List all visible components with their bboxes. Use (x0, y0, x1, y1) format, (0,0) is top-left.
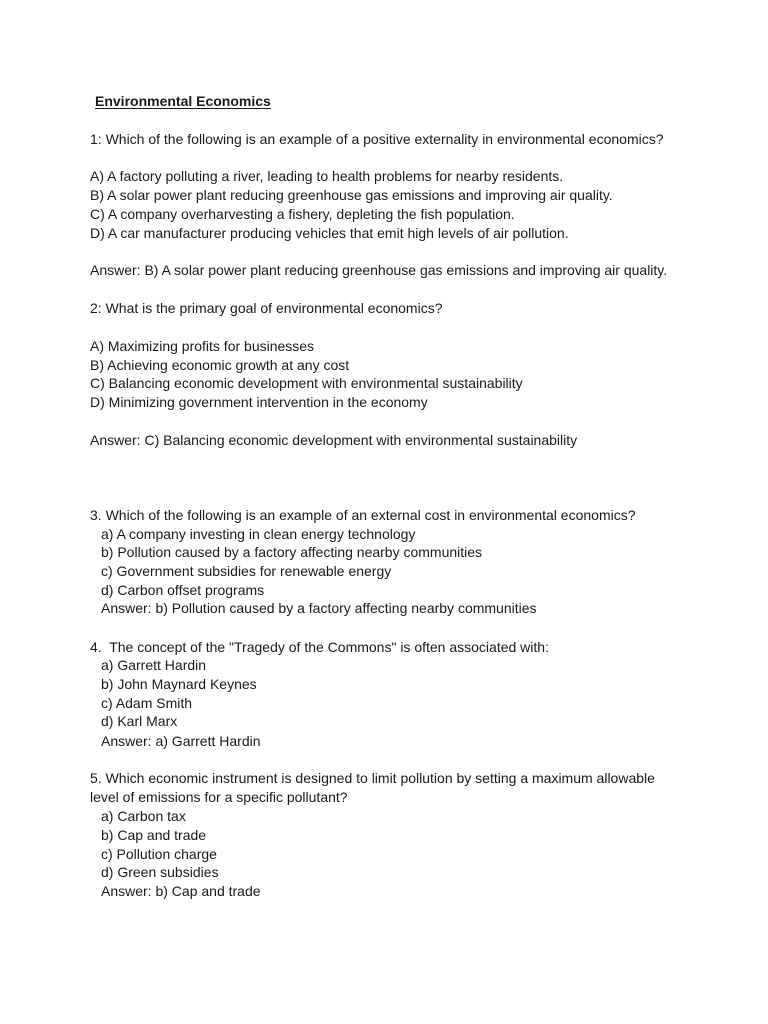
question-5-text-line-2: level of emissions for a specific pollutant? (90, 789, 348, 805)
question-5-option-b: b) Cap and trade (101, 827, 207, 843)
question-3-option-c: c) Government subsidies for renewable energy (101, 563, 392, 579)
question-5-answer: Answer: b) Cap and trade (101, 883, 261, 899)
question-2-text: 2: What is the primary goal of environmental economics? (90, 300, 443, 316)
question-4-option-c: c) Adam Smith (101, 695, 193, 711)
question-2-option-c: C) Balancing economic development with environmental sustainability (90, 375, 523, 391)
question-2-option-b: B) Achieving economic growth at any cost (90, 357, 350, 373)
question-3-text: 3. Which of the following is an example of an external cost in environmental economics? (90, 507, 636, 523)
question-1-text: 1: Which of the following is an example of a positive externality in environmental economics? (90, 131, 664, 147)
question-3-answer: Answer: b) Pollution caused by a factory affecting nearby communities (101, 600, 537, 616)
question-5-option-c: c) Pollution charge (101, 846, 217, 862)
question-3-option-a: a) A company investing in clean energy technology (101, 526, 416, 542)
question-2-option-d: D) Minimizing government intervention in the economy (90, 394, 428, 410)
question-5-text-line-1: 5. Which economic instrument is designed to limit pollution by setting a maximum allowable (90, 770, 655, 786)
question-1-option-c: C) A company overharvesting a fishery, depleting the fish population. (90, 206, 515, 222)
question-4-option-d: d) Karl Marx (101, 713, 178, 729)
question-4-answer: Answer: a) Garrett Hardin (101, 733, 261, 749)
question-3-option-d: d) Carbon offset programs (101, 582, 265, 598)
question-4-option-a: a) Garrett Hardin (101, 657, 207, 673)
question-4-text: 4. The concept of the "Tragedy of the Commons" is often associated with: (90, 639, 549, 655)
question-2-answer: Answer: C) Balancing economic development with environmental sustainability (90, 432, 578, 448)
question-3-option-b: b) Pollution caused by a factory affecting nearby communities (101, 544, 483, 560)
question-5-option-d: d) Green subsidies (101, 864, 219, 880)
question-1-option-d: D) A car manufacturer producing vehicles that emit high levels of air pollution. (90, 225, 569, 241)
question-4-option-b: b) John Maynard Keynes (101, 676, 257, 692)
question-1-option-a: A) A factory polluting a river, leading to health problems for nearby residents. (90, 168, 564, 184)
question-1-option-b: B) A solar power plant reducing greenhouse gas emissions and improving air quality. (90, 187, 613, 203)
document-title: Environmental Economics (95, 93, 271, 109)
question-5-option-a: a) Carbon tax (101, 808, 186, 824)
question-2-option-a: A) Maximizing profits for businesses (90, 338, 315, 354)
question-1-answer: Answer: B) A solar power plant reducing greenhouse gas emissions and improving air quality. (90, 262, 668, 278)
